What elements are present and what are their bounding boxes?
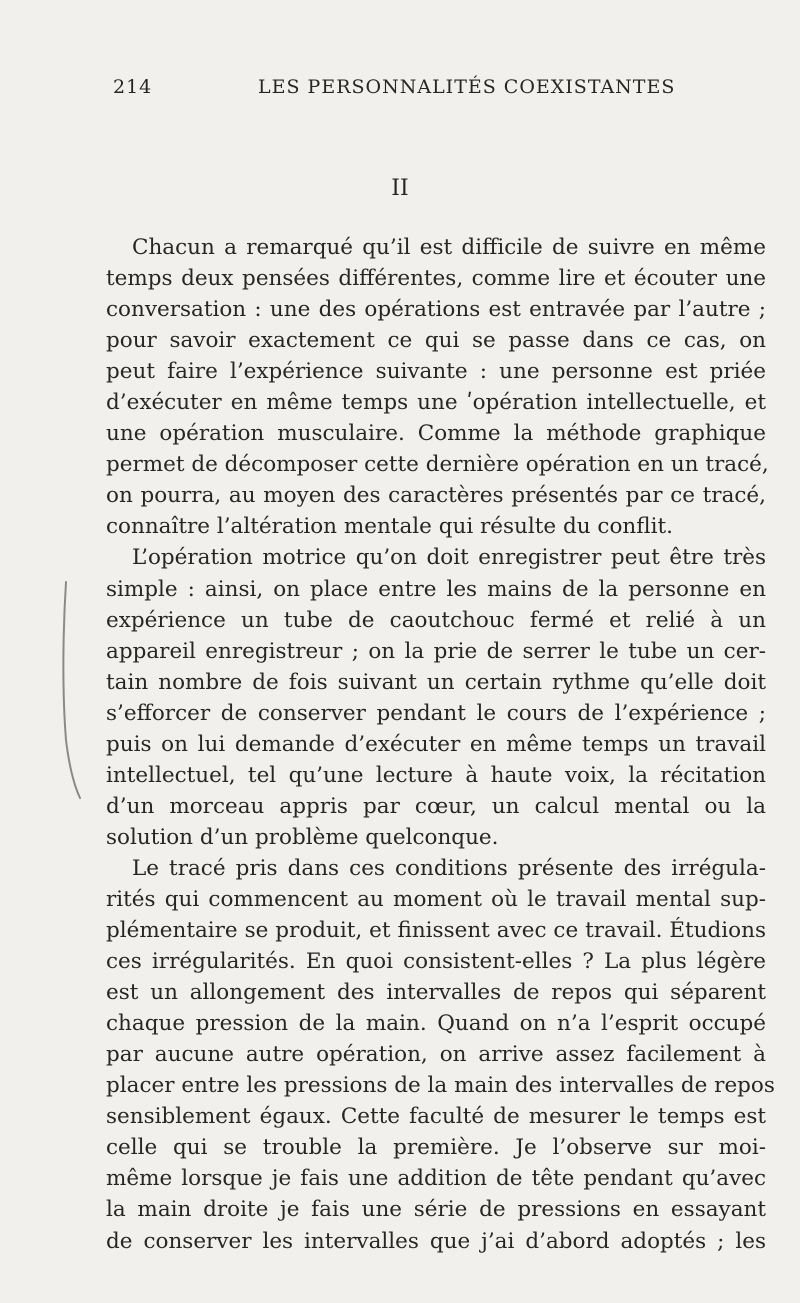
text-line: solution d’un problème quelconque. (106, 824, 499, 850)
text-line: d’un morceau appris par cœur, un calcul mental ou la (106, 793, 766, 819)
text-line: plémentaire se produit, et finissent avec ce travail. Étudions (106, 918, 766, 944)
paragraph-1 (106, 232, 769, 542)
section-numeral: II (391, 176, 409, 201)
text-line: expérience un tube de caoutchouc fermé et relié à un (106, 607, 766, 633)
paragraph-2 (106, 542, 766, 852)
text-line: par aucune autre opération, on arrive assez facilement à (106, 1042, 766, 1068)
text-line: s’efforcer de conserver pendant le cours de l’expérience ; (106, 700, 766, 726)
body-text (106, 232, 775, 1257)
text-line: simple : ainsi, on place entre les mains de la personne en (106, 576, 766, 602)
text-line: ces irrégularités. En quoi consistent-elles ? La plus légère (106, 949, 766, 975)
text-line: rités qui commencent au moment où le travail mental sup- (106, 886, 766, 912)
text-line: temps deux pensées différentes, comme lire et écouter une (106, 266, 766, 292)
text-line: L’opération motrice qu’on doit enregistrer peut être très (132, 545, 766, 571)
text-line: celle qui se trouble la première. Je l’observe sur moi- (106, 1135, 766, 1161)
text-line: appareil enregistreur ; on la prie de serrer le tube un cer- (106, 638, 766, 664)
text-line: même lorsque je fais une addition de tête pendant qu’avec (106, 1166, 766, 1192)
text-line: on pourra, au moyen des caractères présentés par ce tracé, (106, 483, 766, 509)
text-line: conversation : une des opérations est entravée par l’autre ; (106, 297, 766, 323)
text-line: peut faire l’expérience suivante : une personne est priée (106, 359, 766, 385)
text-line: intellectuel, tel qu’une lecture à haute voix, la récitation (106, 762, 766, 788)
running-head (113, 76, 753, 100)
text-line: sensiblement égaux. Cette faculté de mesurer le temps est (106, 1104, 766, 1130)
paragraph-3 (106, 853, 775, 1257)
text-line: permet de décomposer cette dernière opération en un tracé, (106, 452, 769, 478)
text-line: puis on lui demande d’exécuter en même temps un travail (106, 731, 766, 757)
text-line: d’exécuter en même temps une ʹopération intellectuelle, et (106, 390, 766, 416)
running-title: LES PERSONNALITÉS COEXISTANTES (258, 76, 676, 98)
page-number: 214 (113, 76, 153, 98)
text-line: pour savoir exactement ce qui se passe dans ce cas, on (106, 328, 766, 354)
text-line: la main droite je fais une série de pressions en essayant (106, 1197, 766, 1223)
text-line: Le tracé pris dans ces conditions présente des irrégula- (132, 855, 766, 881)
text-line: est un allongement des intervalles de repos qui séparent (106, 980, 766, 1006)
text-line: Chacun a remarqué qu’il est difficile de suivre en même (132, 235, 766, 260)
text-line: de conserver les intervalles que j’ai d’abord adoptés ; les (106, 1228, 766, 1254)
text-line: placer entre les pressions de la main des intervalles de repos (106, 1073, 775, 1099)
margin-pencil-mark (58, 580, 88, 800)
text-line: chaque pression de la main. Quand on n’a l’esprit occupé (106, 1011, 766, 1037)
text-line: tain nombre de fois suivant un certain rythme qu’elle doit (106, 669, 766, 695)
text-line: une opération musculaire. Comme la méthode graphique (106, 421, 766, 447)
text-line: connaître l’altération mentale qui résulte du conflit. (106, 514, 673, 540)
